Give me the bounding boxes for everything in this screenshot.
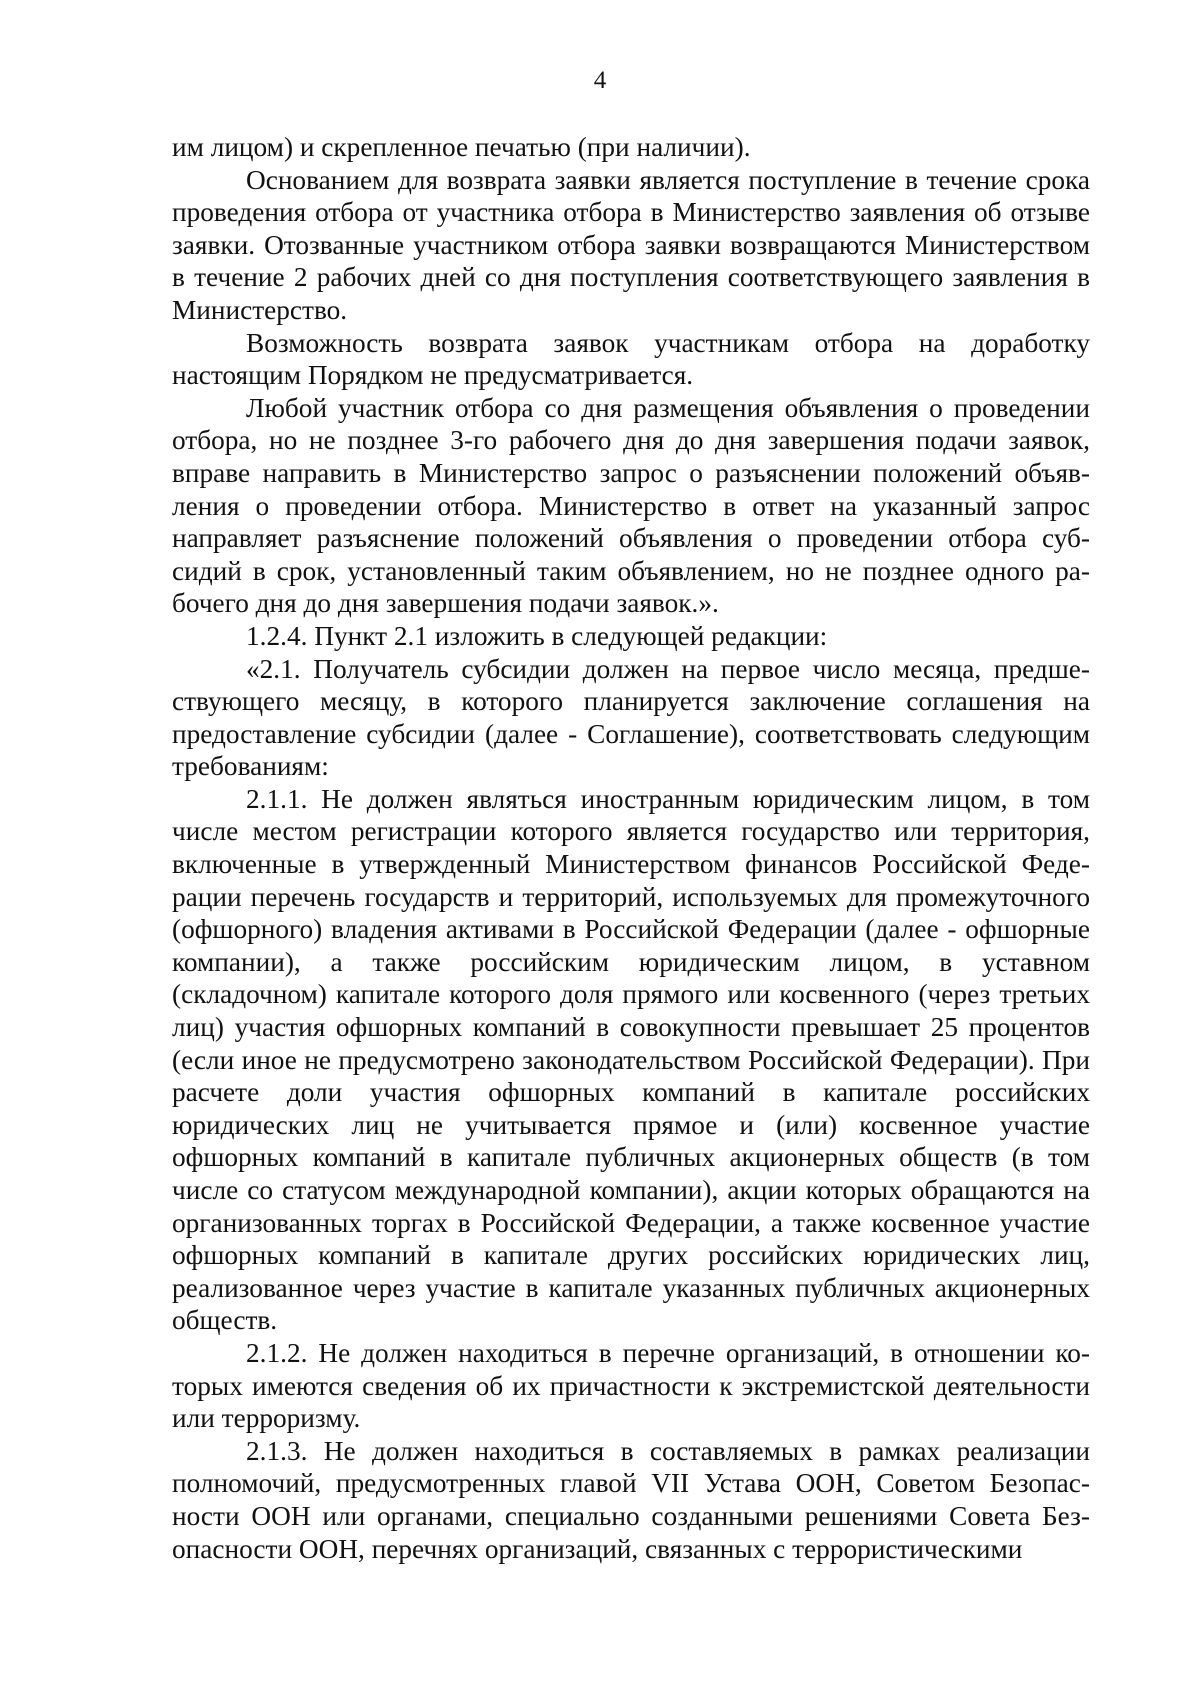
paragraph-1: им лицом) и скрепленное печатью (при наличии). xyxy=(172,132,751,162)
paragraph-5: 1.2.4. Пункт 2.1 изложить в следующей редакции: xyxy=(246,620,828,651)
paragraph-6: «2.1. Получатель субсидии должен на первое число месяца, предшествующего месяцу, в которого планируется заключение соглашения на предоставление субсидии (далее - Соглашение), соответствовать следующим требованиям: xyxy=(172,653,1090,782)
document-body xyxy=(172,131,1090,1565)
paragraph-2: Основанием для возврата заявки является поступление в течение срока проведения отбора от участника отбора в Министерство заявления об отзыве заявки. Отозванные участником отбора заявки возвращаются Министерством в течение 2 рабочих дней со дня поступления соответствующего заявления в Министерство. xyxy=(172,164,1090,325)
paragraph-9: 2.1.3. Не должен находиться в составляемых в рамках реализации полномочий, предусмотренных главой VII Устава ООН, Советом Безопасности ООН или органами, специально созданными решениями Совета Безопасности ООН, перечнях организаций, связанных с террористическими xyxy=(172,1435,1090,1564)
page-number: 4 xyxy=(593,67,607,94)
paragraph-8: 2.1.2. Не должен находиться в перечне организаций, в отношении которых имеются сведения об их причастности к экстремистской деятельности или терроризму. xyxy=(172,1337,1090,1434)
paragraph-7: 2.1.1. Не должен являться иностранным юридическим лицом, в том числе местом регистрации которого является государство или территория, включенные в утвержденный Министерством финансов Российской Федерации перечень государств и территорий, используемых для промежуточного (офшорного) владения активами в Российской Федерации (далее - офшорные компании), а также российским юридическим лицом, в уставном (складочном) капитале которого доля прямого или косвенного (через третьих лиц) участия офшорных компаний в совокупности превышает 25 процентов (если иное не предусмотрено законодательством Российской Федерации). При расчете доли участия офшорных компаний в капитале российских юридических лиц не учитывается прямое и (или) косвенное участие офшорных компаний в капитале публичных акционерных обществ (в том числе со статусом международной компании), акции которых обращаются на организованных торгах в Российской Федерации, а также косвенное участие офшорных компаний в капитале других российских юридических лиц, реализованное через участие в капитале указанных публичных акционерных обществ. xyxy=(172,783,1090,1336)
paragraph-4: Любой участник отбора со дня размещения объявления о проведении отбора, но не позднее 3-го рабочего дня до дня завершения подачи заявок, вправе направить в Министерство запрос о разъяснении положений объявления о проведении отбора. Министерство в ответ на указанный запрос направляет разъяснение положений объявления о проведении отбора субсидий в срок, установленный таким объявлением, но не позднее одного рабочего дня до дня завершения подачи заявок.». xyxy=(172,392,1090,619)
paragraph-3: Возможность возврата заявок участникам отбора на доработку настоящим Порядком не предусматривается. xyxy=(172,327,1090,391)
